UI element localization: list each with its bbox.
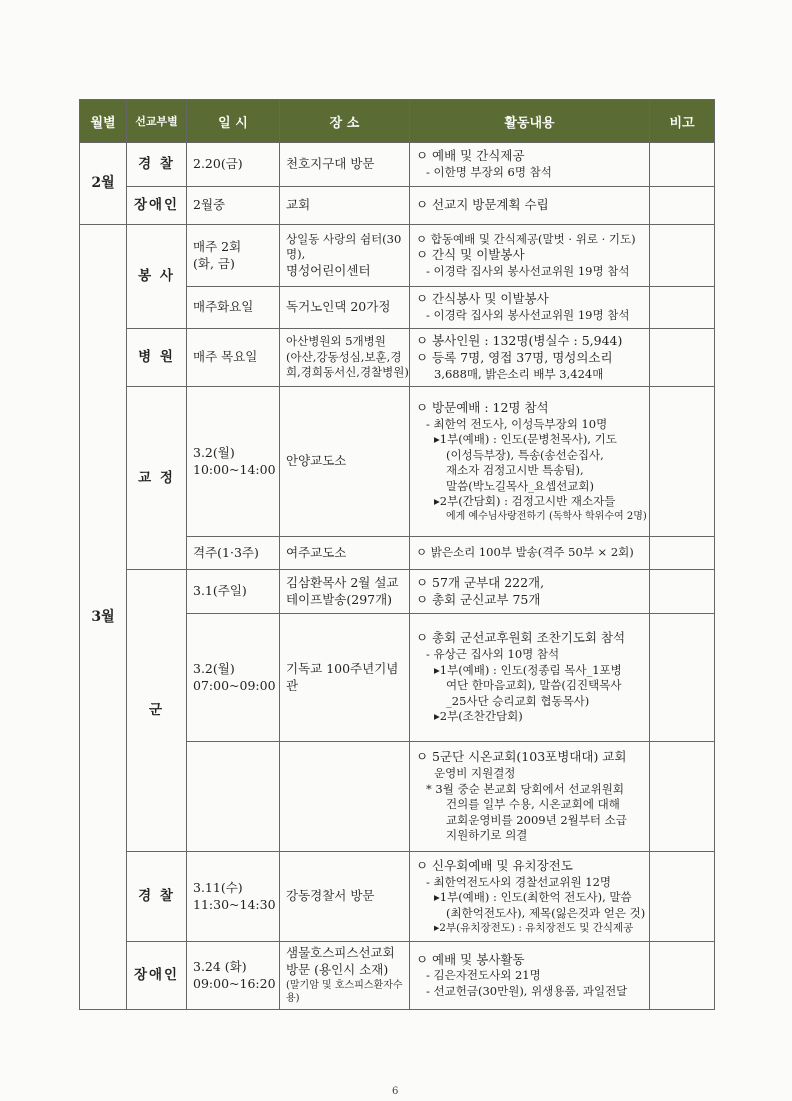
place-cell: 강동경찰서 방문 <box>280 852 410 942</box>
header-place: 장 소 <box>280 100 410 143</box>
place-cell <box>280 742 410 852</box>
note-cell <box>650 614 715 742</box>
activity-cell: ㅇ 예배 및 봉사활동 - 김은자전도사외 21명 - 선교헌금(30만원), 위생용품, 과일전달 <box>410 942 650 1010</box>
table-row <box>80 387 715 537</box>
note-cell <box>650 387 715 537</box>
date-cell: 3.2(월) 10:00~14:00 <box>187 387 280 537</box>
note-cell <box>650 852 715 942</box>
dept-cell: 군 <box>127 570 187 852</box>
dept-cell: 장애인 <box>127 942 187 1010</box>
place-cell: 아산병원외 5개병원 (아산,강동성심,보훈,경 희,경희동서신,경찰병원) <box>280 329 410 387</box>
note-cell <box>650 942 715 1010</box>
activity-cell: ㅇ 5군단 시온교회(103포병대대) 교회 운영비 지원결정 * 3월 중순 본교회 당회에서 선교위원회 건의를 일부 수용, 시온교회에 대해 교회운영비를 2009년 2월부터 소급 지원하기로 의결 <box>410 742 650 852</box>
activity-cell: ㅇ 간식봉사 및 이발봉사 - 이경락 집사외 봉사선교위원 19명 참석 <box>410 287 650 329</box>
table-row <box>80 187 715 225</box>
month-cell: 2월 <box>80 143 127 225</box>
date-cell: 매주화요일 <box>187 287 280 329</box>
header-note: 비고 <box>650 100 715 143</box>
note-cell <box>650 742 715 852</box>
date-cell: 2.20(금) <box>187 143 280 187</box>
table-row <box>80 942 715 1010</box>
table-row <box>80 852 715 942</box>
note-cell <box>650 187 715 225</box>
dept-cell: 경 찰 <box>127 143 187 187</box>
place-cell: 샘물호스피스선교회 방문 (용인시 소재) (말기암 및 호스피스환자수용) <box>280 942 410 1010</box>
date-cell: 3.24 (화) 09:00~16:20 <box>187 942 280 1010</box>
dept-cell: 병 원 <box>127 329 187 387</box>
note-cell <box>650 329 715 387</box>
date-cell: 매주 목요일 <box>187 329 280 387</box>
date-cell: 격주(1·3주) <box>187 537 280 570</box>
place-cell: 교회 <box>280 187 410 225</box>
table-row <box>80 225 715 287</box>
activity-cell: ㅇ 예배 및 간식제공 - 이한명 부장외 6명 참석 <box>410 143 650 187</box>
place-cell: 김삼환목사 2월 설교 테이프발송(297개) <box>280 570 410 614</box>
mission-activity-table <box>79 99 715 1010</box>
table-row <box>80 329 715 387</box>
note-cell <box>650 570 715 614</box>
month-cell: 3월 <box>80 225 127 1010</box>
place-cell: 상일동 사랑의 쉼터(30명), 명성어린이센터 <box>280 225 410 287</box>
header-date: 일 시 <box>187 100 280 143</box>
activity-cell: ㅇ 신우회예배 및 유치장전도 - 최한억전도사외 경찰선교위원 12명 ▸1부(예배) : 인도(최한억 전도사), 말씀 (최한억전도사), 제목(잃은것과 얻은 것) ▸2부(유치장전도) : 유치장전도 및 간식제공 <box>410 852 650 942</box>
activity-cell: ㅇ 57개 군부대 222개, ㅇ 총회 군신교부 75개 <box>410 570 650 614</box>
dept-cell: 교 정 <box>127 387 187 570</box>
date-cell <box>187 742 280 852</box>
date-cell: 3.2(월) 07:00~09:00 <box>187 614 280 742</box>
place-cell: 독거노인댁 20가정 <box>280 287 410 329</box>
note-cell <box>650 225 715 287</box>
activity-cell: ㅇ 선교지 방문계획 수립 <box>410 187 650 225</box>
header-activity: 활동내용 <box>410 100 650 143</box>
place-cell: 여주교도소 <box>280 537 410 570</box>
place-cell: 안양교도소 <box>280 387 410 537</box>
date-cell: 2월중 <box>187 187 280 225</box>
table-row <box>80 143 715 187</box>
place-cell: 기독교 100주년기념관 <box>280 614 410 742</box>
dept-cell: 봉 사 <box>127 225 187 329</box>
activity-cell: ㅇ 방문예배 : 12명 참석 - 최한억 전도사, 이성득부장외 10명 ▸1부(예배) : 인도(문병천목사), 기도 (이성득부장), 특송(송선순집사, 재소자 검정고시반 특송팀), 말씀(박노길목사_요셉선교회) ▸2부(간담회) : 검정고시반 재소자들 에게 예수님사랑전하기 (독학사 학위수여 2명) <box>410 387 650 537</box>
note-cell <box>650 287 715 329</box>
header-month: 월별 <box>80 100 127 143</box>
date-cell: 3.11(수) 11:30~14:30 <box>187 852 280 942</box>
activity-cell: ㅇ 밝은소리 100부 발송(격주 50부 × 2회) <box>410 537 650 570</box>
note-cell <box>650 143 715 187</box>
header-dept: 선교부별 <box>127 100 187 143</box>
activity-cell: ㅇ 합동예배 및 간식제공(말벗 · 위로 · 기도) ㅇ 간식 및 이발봉사 - 이경락 집사외 봉사선교위원 19명 참석 <box>410 225 650 287</box>
date-cell: 매주 2회 (화, 금) <box>187 225 280 287</box>
note-cell <box>650 537 715 570</box>
table-header-row <box>80 100 715 143</box>
dept-cell: 경 찰 <box>127 852 187 942</box>
activity-cell: ㅇ 봉사인원 : 132명(병실수 : 5,944) ㅇ 등록 7명, 영접 37명, 명성의소리 3,688매, 밝은소리 배부 3,424매 <box>410 329 650 387</box>
page-number: 6 <box>392 1086 399 1097</box>
table-row <box>80 570 715 614</box>
date-cell: 3.1(주일) <box>187 570 280 614</box>
dept-cell: 장애인 <box>127 187 187 225</box>
activity-cell: ㅇ 총회 군선교후원회 조찬기도회 참석 - 유상근 집사외 10명 참석 ▸1부(예배) : 인도(정종림 목사_1포병 여단 한마음교회), 말씀(김진택목사 _25사단 승리교회 협동목사) ▸2부(조찬간담회) <box>410 614 650 742</box>
place-cell: 천호지구대 방문 <box>280 143 410 187</box>
